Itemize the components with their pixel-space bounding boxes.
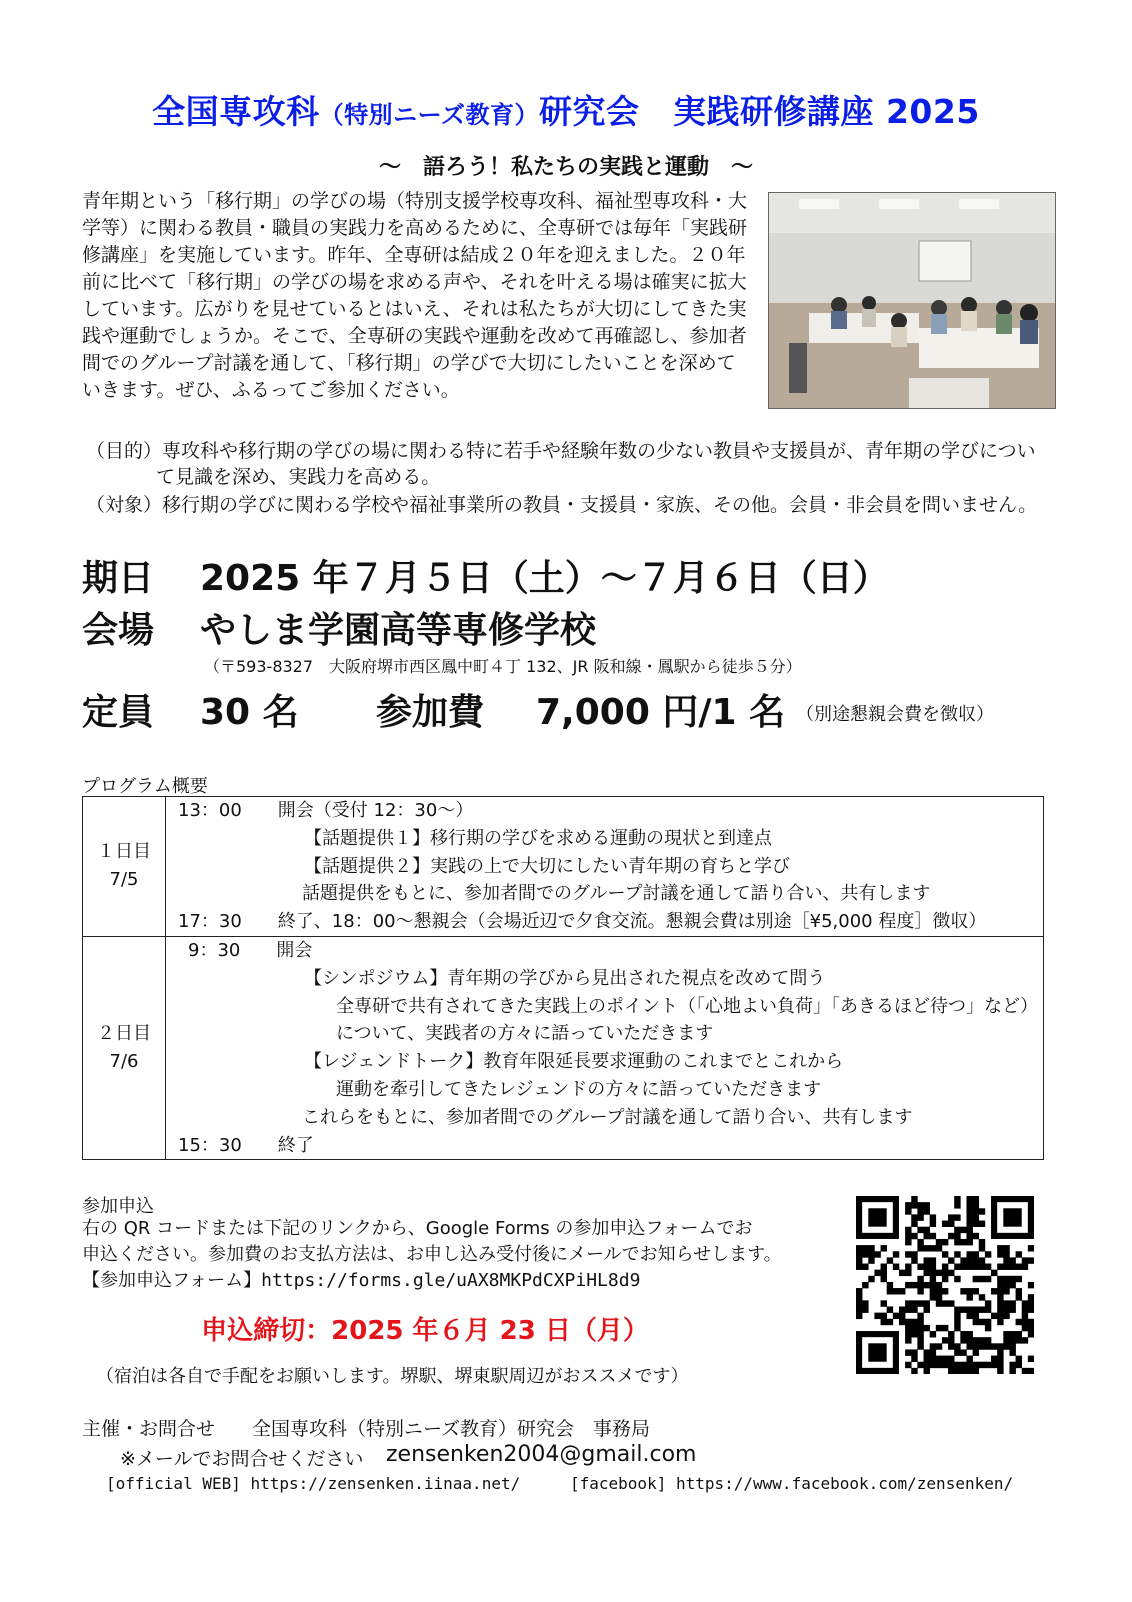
intro-line: 学等）に関わる教員・職員の実践力を高めるために、全専研では毎年「実践研 [82,217,748,239]
workshop-photo [768,192,1056,409]
schedule-line: 9：30 開会 [188,939,313,961]
intro-line: 践や運動でしょうか。そこで、全専研の実践や運動を改めて再確認し、参加者 [82,325,747,347]
title-text-2: 研究会 実践研修講座 2025 [538,92,980,131]
purpose-line-cont: て見識を深め、実践力を高める。 [156,466,441,488]
qr-code-icon[interactable] [856,1196,1034,1374]
purpose-line: （目的）専攻科や移行期の学びの場に関わる特に若手や経験年数の少ない教員や支援員が、青年期の学びについ [86,440,1036,462]
facebook-link-line [570,1474,1013,1493]
title-text: 全国専攻科 [152,92,320,131]
schedule-line: 15：30 終了 [178,1134,314,1156]
schedule-line: 【話題提供２】実践の上で大切にしたい青年期の育ちと学び [304,855,790,877]
schedule-line: について、実践者の方々に語っていただきます [336,1023,714,1045]
apply-text [82,1216,842,1294]
schedule-line: 全専研で共有されてきた実践上のポイント（「心地よい負荷」「あきるほど待つ」など） [336,995,1038,1017]
web-link-line [106,1474,520,1493]
day1-date: 7/5 [109,869,139,891]
intro-line: しています。広がりを見せているとはいえ、それは私たちが大切にしてきた実 [82,298,747,320]
day1-cell [83,797,166,937]
day1-schedule [166,797,1044,937]
day1-label: １日目 [97,841,151,863]
form-link[interactable]: https://forms.gle/uAX8MKPdCXPiHL8d9 [261,1270,641,1291]
contact-email[interactable]: zensenken2004@gmail.com [386,1442,697,1467]
mail-note: ※メールでお問合せください [120,1448,364,1470]
venue-label: 会場 [82,610,155,651]
fee-label: 参加費 [376,692,485,733]
fee-value: 7,000 円/1 名 [536,692,786,733]
apply-heading: 参加申込 [82,1196,154,1217]
form-label: 【参加申込フォーム】 [82,1270,262,1291]
qr-code[interactable] [856,1196,1034,1374]
day2-cell [83,936,166,1159]
schedule-line: 17：30 終了、18：00～懇親会（会場近辺で夕食交流。懇親会費は別途［¥5,000 程度］徴収） [178,911,987,933]
organizer-name: 全国専攻科（特別ニーズ教育）研究会 事務局 [252,1418,651,1440]
venue-address: （〒593-8327 大阪府堺市西区鳳中町４丁 132、JR 阪和線・鳳駅から徒歩５分） [204,657,802,676]
day2-label: ２日目 [97,1023,151,1045]
page-title [0,86,1132,133]
schedule-line: 【レジェンドトーク】教育年限延長要求運動のこれまでとこれから [304,1051,844,1073]
intro-line: 青年期という「移行期」の学びの場（特別支援学校専攻科、福祉型専攻科・大 [82,190,748,212]
schedule-line: 【シンポジウム】青年期の学びから見出された視点を改めて問う [304,967,826,989]
lodging-note: （宿泊は各自で手配をお願いします。堺駅、堺東駅周辺がおススメです） [96,1366,689,1387]
intro-paragraph [82,188,746,404]
intro-line: 修講座」を実施しています。昨年、全専研は結成２０年を迎えました。２０年 [82,244,746,266]
day2-date: 7/6 [109,1051,139,1073]
schedule-line: これらをもとに、参加者間でのグループ討議を通して語り合い、共有します [302,1106,913,1128]
apply-form-line [82,1268,842,1294]
schedule-line: 話題提供をもとに、参加者間でのグループ討議を通して語り合い、共有します [302,883,931,905]
facebook-label: [facebook] [570,1474,667,1493]
organizer-label: 主催・お問合せ [82,1418,216,1440]
web-link[interactable]: https://zensenken.iinaa.net/ [250,1474,521,1493]
facebook-link[interactable]: https://www.facebook.com/zensenken/ [675,1474,1014,1493]
venue-value: やしま学園高等専修学校 [200,610,597,651]
schedule-line: 運動を牽引してきたレジェンドの方々に語っていただきます [336,1078,822,1100]
date-label: 期日 [82,558,155,599]
apply-line: 右の QR コードまたは下記のリンクから、Google Forms の参加申込フォームでお [82,1218,753,1239]
date-value: 2025 年７月５日（土）～７月６日（日） [200,558,889,599]
program-day1-row [83,797,1044,937]
deadline: 申込締切：2025 年６月 23 日（月） [201,1316,649,1346]
fee-note: （別途懇親会費を徴収） [796,704,994,725]
program-heading: プログラム概要 [82,776,208,797]
program-table [82,796,1044,1160]
capacity-value: 30 名 [200,692,299,733]
intro-line: 前に比べて「移行期」の学びの場を求める声や、それを叶える場は確実に拡大 [82,271,747,293]
schedule-line: 【話題提供１】移行期の学びを求める運動の現状と到達点 [304,827,772,849]
web-label: [official WEB] [106,1474,241,1493]
intro-line: いきます。ぜひ、ふるってご参加ください。 [82,379,460,401]
capacity-label: 定員 [82,692,155,733]
intro-line: 間でのグループ討議を通して、「移行期」の学びで大切にしたいことを深めて [82,352,736,374]
day2-schedule [166,936,1044,1159]
program-day2-row [83,936,1044,1159]
title-paren: （特別ニーズ教育） [319,101,539,129]
apply-line: 申込ください。参加費のお支払方法は、お申し込み受付後にメールでお知らせします。 [82,1244,782,1265]
subtitle: ～ 語ろう！私たちの実践と運動 ～ [378,155,753,180]
target-line: （対象）移行期の学びに関わる学校や福祉事業所の教員・支援員・家族、その他。会員・非会員を問いません。 [86,494,1038,516]
workshop-photo-illustration [769,193,1055,408]
schedule-line: 13：00 開会（受付 12：30～） [178,800,474,821]
